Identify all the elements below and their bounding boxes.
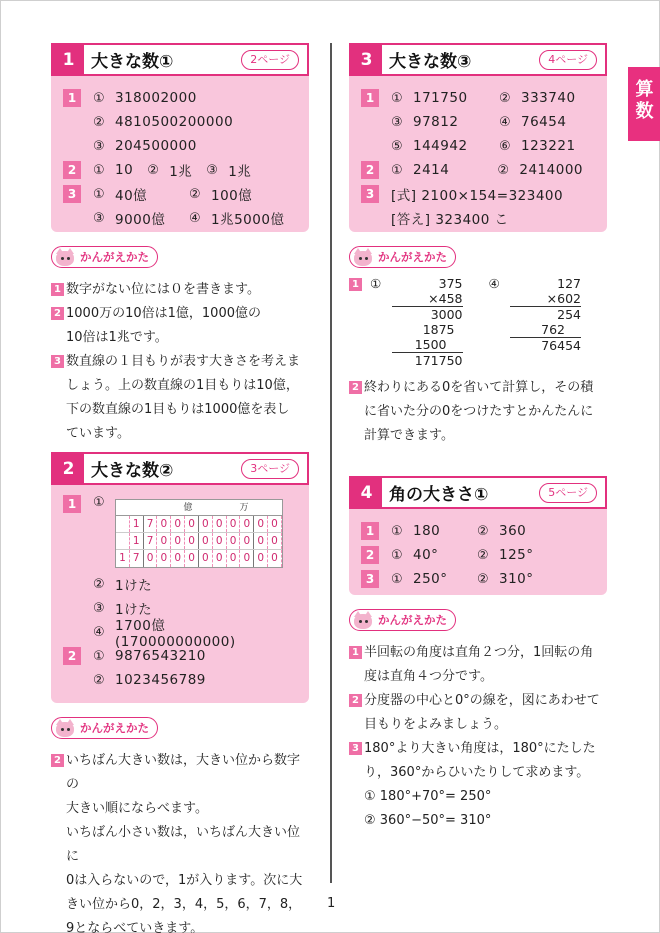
- explanation-label-text: かんがえかた: [80, 250, 149, 264]
- section-4-header: [349, 476, 607, 509]
- section-title: 大きな数①: [91, 52, 174, 72]
- answer-value: 333740: [521, 90, 576, 106]
- multiplication-work: [349, 276, 607, 368]
- calc-line: 127: [557, 276, 581, 291]
- answer-value: 2414: [413, 162, 450, 178]
- explanation-line: り，360°からひいたりして求めます。: [364, 765, 590, 780]
- table-header-oku: 億: [183, 503, 193, 513]
- answer-value: 318002000: [115, 90, 197, 106]
- explanation-text: [51, 749, 309, 933]
- question-badge: 3: [361, 570, 379, 588]
- answer-value: 1700億(170000000000): [115, 618, 236, 650]
- formula-line: ① 180°+70°= 250°: [364, 789, 492, 804]
- formula-text: [式] 2100×154=323400: [391, 188, 564, 204]
- question-badge: 1: [63, 89, 81, 107]
- answer-row: [361, 158, 597, 182]
- answer-value: 171750: [413, 90, 468, 106]
- section-number: 2: [53, 454, 84, 483]
- explanation-line: 計算できます。: [364, 428, 454, 443]
- table-cell: 0: [171, 550, 185, 567]
- calc-line: 375: [438, 276, 463, 291]
- answer-value: 1けた: [115, 578, 153, 594]
- answer-value: 100億: [211, 188, 253, 204]
- cat-icon: [54, 248, 76, 266]
- answer-value: 1023456789: [115, 672, 206, 688]
- sub-label: ②: [497, 162, 510, 178]
- question-badge: 1: [63, 495, 81, 513]
- section-3-header: [349, 43, 607, 76]
- table-cell: 0: [171, 533, 185, 549]
- answer-value: 1兆5000億: [211, 212, 285, 228]
- answer-box: [349, 76, 607, 232]
- page-number: 1: [327, 896, 336, 911]
- calc-line: ×602: [546, 291, 581, 306]
- answer-row: [63, 572, 299, 596]
- calc-4: [510, 276, 581, 368]
- table-cell: 0: [171, 516, 185, 532]
- answer-value: 4810500200000: [115, 114, 234, 130]
- table-cell: 0: [254, 550, 268, 567]
- sub-label: ②: [189, 186, 201, 202]
- table-cell: 0: [227, 533, 241, 549]
- answer-value: 125°: [499, 547, 534, 563]
- explanation-line: ています。: [66, 426, 130, 441]
- sub-label: ①: [391, 90, 403, 106]
- table-cell: 0: [254, 533, 268, 549]
- explanation-label: [51, 246, 158, 268]
- table-cell: 0: [199, 533, 213, 549]
- explanation-marker: 1: [349, 646, 362, 659]
- answer-row: [63, 86, 299, 110]
- answer-box: [51, 485, 309, 703]
- table-cell: 0: [185, 550, 199, 567]
- explanation-label-text: かんがえかた: [378, 250, 447, 264]
- answer-value: 310°: [499, 571, 534, 587]
- table-cell: [116, 533, 130, 549]
- explanation-text: [349, 376, 607, 448]
- answer-row: [361, 86, 597, 110]
- answer-row: [63, 134, 299, 158]
- explanation-line: 目もりをよみましょう。: [364, 717, 508, 732]
- section-number: 4: [351, 478, 382, 507]
- answer-row: [361, 519, 597, 543]
- sub-label: ②: [93, 672, 105, 688]
- sub-label: ③: [206, 162, 218, 178]
- table-row: [116, 516, 282, 533]
- page-ref-badge: 4ページ: [539, 50, 597, 70]
- table-cell: 0: [213, 550, 227, 567]
- explanation-line: 0は入らないので，1が入ります。次に大: [66, 873, 303, 888]
- table-cell: 1: [130, 533, 144, 549]
- sub-label: ②: [477, 523, 489, 539]
- explanation-label: [349, 246, 456, 268]
- answer-value: 180: [413, 523, 441, 539]
- explanation-line: 1000万の10倍は1億，1000億の: [66, 306, 261, 321]
- table-cell: 0: [157, 533, 171, 549]
- explanation-marker: 2: [51, 754, 64, 767]
- answer-value: 144942: [413, 138, 468, 154]
- table-row: [116, 550, 282, 567]
- explanation-label-text: かんがえかた: [378, 613, 447, 627]
- table-cell: 7: [144, 533, 158, 549]
- column-divider: [330, 43, 332, 883]
- explanation-label-text: かんがえかた: [80, 721, 149, 735]
- table-cell: 0: [213, 533, 227, 549]
- explanation-line: 終わりにある0を省いて計算し，その積: [364, 380, 594, 395]
- section-title: 大きな数③: [389, 52, 472, 72]
- answer-row: [361, 182, 597, 206]
- page-ref-badge: 5ページ: [539, 483, 597, 503]
- section-title: 大きな数②: [91, 461, 174, 481]
- sub-label: ②: [477, 571, 489, 587]
- explanation-label: [349, 609, 456, 631]
- table-cell: 0: [240, 550, 254, 567]
- sub-label: ①: [93, 186, 105, 202]
- question-badge: 3: [361, 185, 379, 203]
- answer-row: [361, 110, 597, 134]
- calc-line: 1500: [414, 337, 447, 352]
- calc-line: 76454: [510, 337, 581, 353]
- sub-label: ①: [93, 495, 105, 510]
- cat-icon: [352, 611, 374, 629]
- answer-row: [361, 567, 597, 591]
- sub-label: ②: [499, 90, 511, 106]
- section-title: 角の大きさ①: [389, 485, 489, 505]
- table-cell: 0: [185, 516, 199, 532]
- right-column: [349, 43, 607, 833]
- answer-row: [361, 543, 597, 567]
- subject-tab: 算数: [628, 67, 660, 141]
- answer-value: 1けた: [115, 602, 153, 618]
- explanation-text: [51, 278, 309, 446]
- question-badge: 2: [63, 647, 81, 665]
- calc-1: [392, 276, 463, 368]
- explanation-marker: 2: [51, 307, 64, 320]
- calc-line: 171750: [392, 352, 463, 368]
- question-badge: 3: [63, 185, 81, 203]
- answer-value: 97812: [413, 114, 459, 130]
- sub-label: ④: [488, 276, 500, 291]
- sub-label: ①: [391, 162, 403, 178]
- explanation-line: 度は直角４つ分です。: [364, 669, 493, 684]
- explanation-line: 数字がない位には０を書きます。: [66, 282, 260, 297]
- table-cell: [116, 516, 130, 532]
- question-badge: 1: [361, 89, 379, 107]
- sub-label: ①: [391, 523, 403, 539]
- table-header-man: 万: [239, 503, 249, 513]
- table-cell: 7: [130, 550, 144, 567]
- explanation-line: 半回転の角度は直角２つ分，1回転の角: [364, 645, 594, 660]
- answer-row: [361, 134, 597, 158]
- answer-row: [63, 158, 299, 182]
- answer-value: 2414000: [519, 162, 583, 178]
- calc-line: 3000: [392, 306, 463, 322]
- sub-label: ②: [93, 576, 105, 592]
- explanation-line: きい位から0，2，3，4，5，6，7，8，: [66, 897, 302, 912]
- sub-label: ③: [93, 138, 105, 154]
- table-cell: 0: [268, 550, 282, 567]
- explanation-line: いちばん大きい数は，大きい位から数字の: [66, 753, 301, 792]
- calc-line: ×458: [428, 291, 463, 306]
- answer-value: 40億: [115, 188, 148, 204]
- answer-value: 40°: [413, 547, 439, 563]
- table-cell: 0: [199, 516, 213, 532]
- sub-label: ⑤: [391, 138, 403, 154]
- sub-label: ①: [391, 571, 403, 587]
- table-cell: 0: [185, 533, 199, 549]
- sub-label: ①: [391, 547, 403, 563]
- answer-box: [51, 76, 309, 232]
- table-cell: 0: [199, 550, 213, 567]
- calc-line: 1875: [422, 322, 455, 337]
- table-cell: 1: [130, 516, 144, 532]
- explanation-line: 下の数直線の1目もりは1000億を表し: [66, 402, 290, 417]
- table-cell: 0: [227, 516, 241, 532]
- table-cell: 0: [157, 516, 171, 532]
- answer-box: [349, 509, 607, 595]
- table-cell: 0: [254, 516, 268, 532]
- sub-label: ③: [93, 210, 105, 226]
- explanation-marker: 2: [349, 381, 362, 394]
- formula-line: ② 360°−50°= 310°: [364, 813, 492, 828]
- table-cell: 0: [157, 550, 171, 567]
- table-cell: 0: [227, 550, 241, 567]
- answer-value: 1兆: [169, 164, 193, 180]
- page-ref-badge: 2ページ: [241, 50, 299, 70]
- explanation-marker: 1: [349, 278, 362, 291]
- sub-label: ②: [93, 114, 105, 130]
- explanation-marker: 3: [349, 742, 362, 755]
- explanation-text: [349, 641, 607, 833]
- section-number: 3: [351, 45, 382, 74]
- cat-icon: [352, 248, 374, 266]
- answer-value: 360: [499, 523, 527, 539]
- answer-row: [63, 110, 299, 134]
- sub-label: ⑥: [499, 138, 511, 154]
- explanation-line: 大きい順にならべます。: [66, 801, 208, 816]
- table-cell: 1: [116, 550, 130, 567]
- answer-text: [答え] 323400 こ: [391, 212, 509, 228]
- sub-label: ④: [499, 114, 511, 130]
- sub-label: ④: [93, 624, 105, 640]
- explanation-marker: 1: [51, 283, 64, 296]
- table-cell: 0: [240, 516, 254, 532]
- answer-value: 204500000: [115, 138, 197, 154]
- sub-label: ①: [93, 90, 105, 106]
- answer-value: 1兆: [228, 164, 252, 180]
- sub-label: ③: [391, 114, 403, 130]
- explanation-label: [51, 717, 158, 739]
- explanation-line: いちばん小さい数は，いちばん大きい位に: [66, 825, 301, 864]
- table-cell: 0: [268, 533, 282, 549]
- explanation-line: に省いた分の0をつけたすとかんたんに: [364, 404, 594, 419]
- answer-value: 9000億: [115, 212, 166, 228]
- sub-label: ①: [370, 276, 382, 291]
- explanation-line: 10倍は1兆です。: [66, 330, 168, 345]
- explanation-marker: 2: [349, 694, 362, 707]
- section-1-header: [51, 43, 309, 76]
- explanation-line: 数直線の１目もりが表す大きさを考えま: [66, 354, 301, 369]
- answer-row: [63, 206, 299, 230]
- sub-label: ④: [189, 210, 201, 226]
- sub-label: ①: [93, 648, 105, 664]
- answer-value: 9876543210: [115, 648, 206, 664]
- table-row: [116, 533, 282, 550]
- answer-row: [63, 618, 299, 650]
- sub-label: ②: [477, 547, 489, 563]
- table-cell: 0: [268, 516, 282, 532]
- answer-value: 10: [115, 162, 134, 178]
- place-value-table: [115, 499, 283, 568]
- calc-line: 762: [541, 322, 565, 337]
- answer-row: [63, 495, 299, 572]
- explanation-line: 9とならべていきます。: [66, 921, 204, 933]
- left-column: [51, 43, 309, 933]
- answer-row: [63, 182, 299, 206]
- question-badge: 2: [361, 546, 379, 564]
- calc-line: 254: [510, 306, 581, 322]
- explanation-marker: 3: [51, 355, 64, 368]
- cat-icon: [54, 719, 76, 737]
- sub-label: ①: [93, 162, 105, 178]
- table-cell: 0: [144, 550, 158, 567]
- section-2-header: [51, 452, 309, 485]
- table-cell: 0: [240, 533, 254, 549]
- answer-value: 250°: [413, 571, 448, 587]
- answer-value: 123221: [521, 138, 576, 154]
- explanation-line: 180°より大きい角度は，180°にたした: [364, 741, 596, 756]
- answer-row: [361, 206, 597, 230]
- explanation-line: しょう。上の数直線の1目もりは10億，: [66, 378, 299, 393]
- question-badge: 1: [361, 522, 379, 540]
- explanation-line: 分度器の中心と0°の線を，図にあわせて: [364, 693, 600, 708]
- sub-label: ③: [93, 600, 105, 616]
- sub-label: ②: [147, 162, 159, 178]
- answer-row: [63, 668, 299, 692]
- table-cell: 7: [144, 516, 158, 532]
- page-ref-badge: 3ページ: [241, 459, 299, 479]
- table-cell: 0: [213, 516, 227, 532]
- section-number: 1: [53, 45, 84, 74]
- answer-value: 76454: [521, 114, 567, 130]
- question-badge: 2: [63, 161, 81, 179]
- question-badge: 2: [361, 161, 379, 179]
